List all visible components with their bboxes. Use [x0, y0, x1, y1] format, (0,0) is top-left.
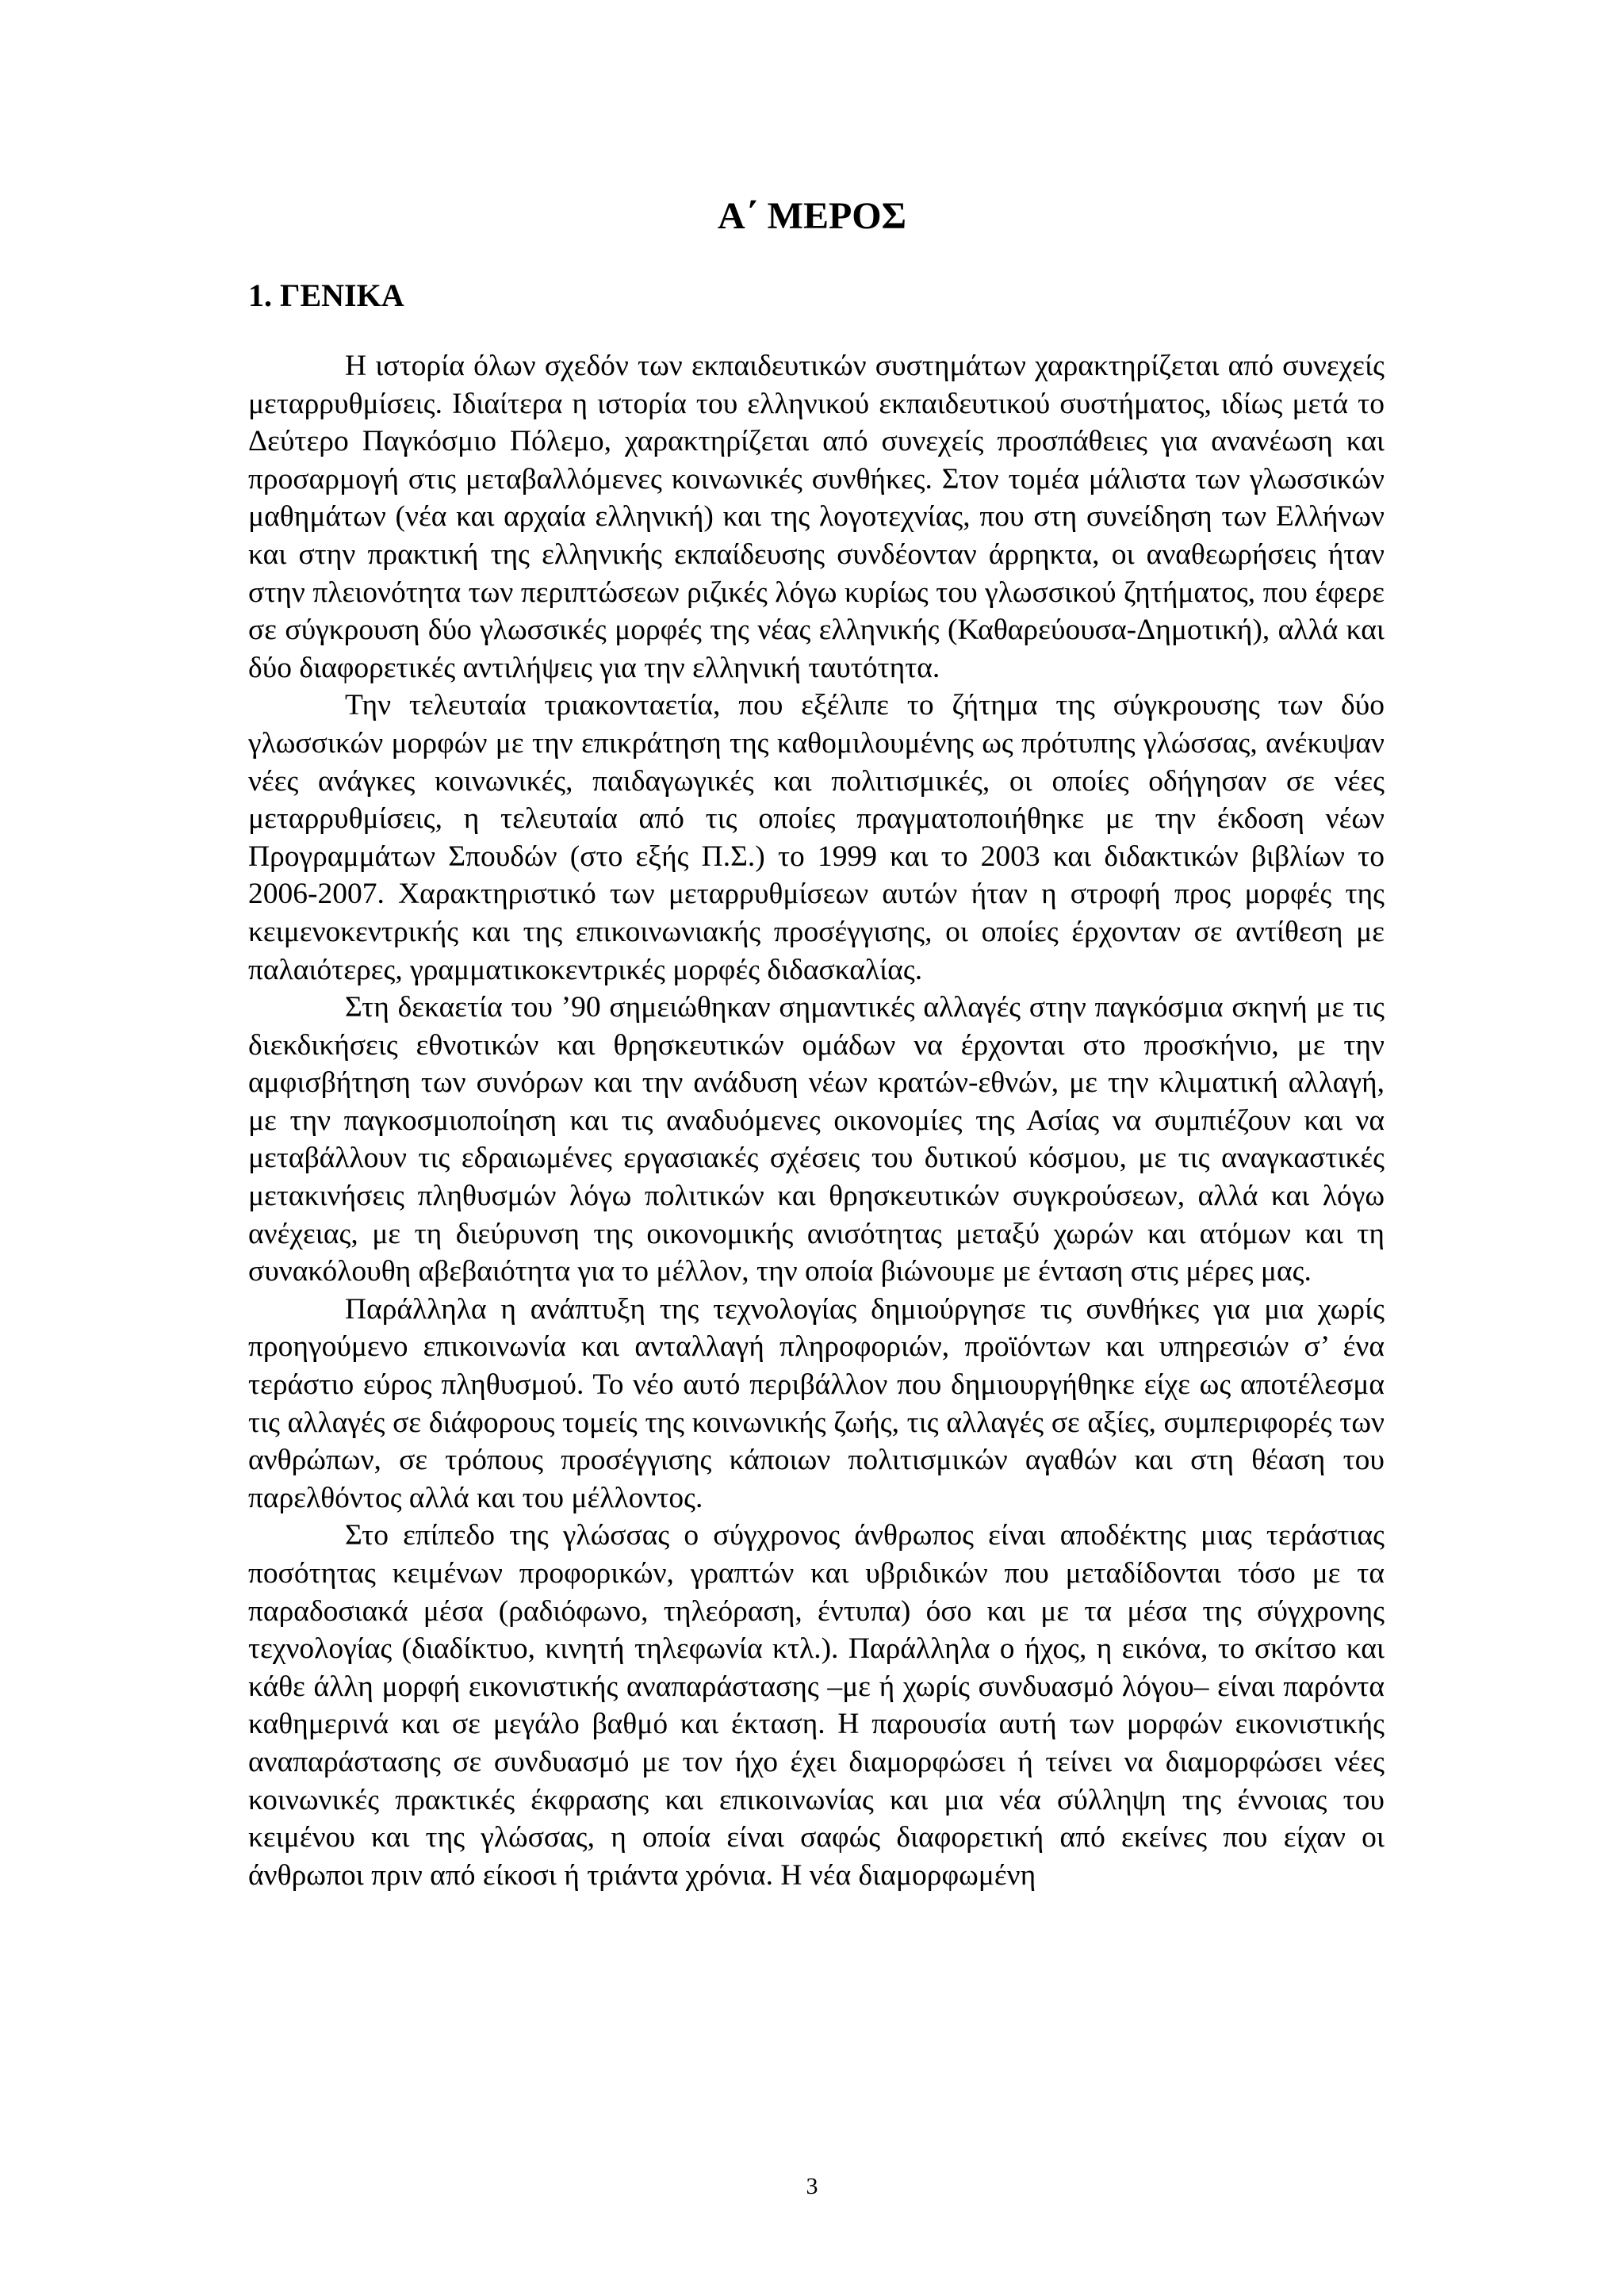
body-text — [248, 347, 1385, 1894]
paragraph-2: Την τελευταία τριακονταετία, που εξέλιπε το ζήτημα της σύγκρουσης των δύο γλωσσικών μορφών με την επικράτηση της καθομιλουμένης ως πρότυπης γλώσσας, ανέκυψαν νέες ανάγκες κοινωνικές, παιδαγωγικές και πολιτισμικές, οι οποίες οδήγησαν σε νέες μεταρρυθμίσεις, η τελευταία από τις οποίες πραγματοποιήθηκε με την έκδοση νέων Προγραμμάτων Σπουδών (στο εξής Π.Σ.) το 1999 και το 2003 και διδακτικών βιβλίων το 2006-2007. Χαρακτηριστικό των μεταρρυθμίσεων αυτών ήταν η στροφή προς μορφές της κειμενοκεντρικής και της επικοινωνιακής προσέγγισης, οι οποίες έρχονταν σε αντίθεση με παλαιότερες, γραμματικοκεντρικές μορφές διδασκαλίας. — [248, 689, 1385, 986]
paragraph-3: Στη δεκαετία του ’90 σημειώθηκαν σημαντικές αλλαγές στην παγκόσμια σκηνή με τις διεκδικήσεις εθνοτικών και θρησκευτικών ομάδων να έρχονται στο προσκήνιο, με την αμφισβήτηση των συνόρων και την ανάδυση νέων κρατών-εθνών, με την κλιματική αλλαγή, με την παγκοσμιοποίηση και τις αναδυόμενες οικονομίες της Ασίας να συμπιέζουν και να μεταβάλλουν τις εδραιωμένες εργασιακές σχέσεις του δυτικού κόσμου, με τις αναγκαστικές μετακινήσεις πληθυσμών λόγω πολιτικών και θρησκευτικών συγκρούσεων, αλλά και λόγω ανέχειας, με τη διεύρυνση της οικονομικής ανισότητας μεταξύ χωρών και ατόμων και τη συνακόλουθη αβεβαιότητα για το μέλλον, την οποία βιώνουμε με ένταση στις μέρες μας. — [248, 991, 1385, 1288]
paragraph-4: Παράλληλα η ανάπτυξη της τεχνολογίας δημιούργησε τις συνθήκες για μια χωρίς προηγούμενο επικοινωνία και ανταλλαγή πληροφοριών, προϊόντων και υπηρεσιών σ’ ένα τεράστιο εύρος πληθυσμού. Το νέο αυτό περιβάλλον που δημιουργήθηκε είχε ως αποτέλεσμα τις αλλαγές σε διάφορους τομείς της κοινωνικής ζωής, τις αλλαγές σε αξίες, συμπεριφορές των ανθρώπων, σε τρόπους προσέγγισης κάποιων πολιτισμικών αγαθών και στη θέαση του παρελθόντος αλλά και του μέλλοντος. — [248, 1292, 1385, 1514]
part-title: Α΄ ΜΕΡΟΣ — [717, 195, 906, 237]
paragraph-5: Στο επίπεδο της γλώσσας ο σύγχρονος άνθρωπος είναι αποδέκτης μιας τεράστιας ποσότητας κειμένων προφορικών, γραπτών και υβριδικών που μεταδίδονται τόσο με τα παραδοσιακά μέσα (ραδιόφωνο, τηλεόραση, έντυπα) όσο και με τα μέσα της σύγχρονης τεχνολογίας (διαδίκτυο, κινητή τηλεφωνία κτλ.). Παράλληλα ο ήχος, η εικόνα, το σκίτσο και κάθε άλλη μορφή εικονιστικής αναπαράστασης –με ή χωρίς συνδυασμό λόγου– είναι παρόντα καθημερινά και σε μεγάλο βαθμό και έκταση. Η παρουσία αυτή των μορφών εικονιστικής αναπαράστασης σε συνδυασμό με τον ήχο έχει διαμορφώσει ή τείνει να διαμορφώσει νέες κοινωνικές πρακτικές έκφρασης και επικοινωνίας και μια νέα σύλληψη της έννοιας του κειμένου και της γλώσσας, η οποία είναι σαφώς διαφορετική από εκείνες που είχαν οι άνθρωποι πριν από είκοσι ή τριάντα χρόνια. Η νέα διαμορφωμένη — [248, 1519, 1385, 1892]
page-number: 3 — [806, 2173, 818, 2199]
section-heading: 1. ΓΕΝΙΚΑ — [248, 277, 404, 313]
paragraph-1: Η ιστορία όλων σχεδόν των εκπαιδευτικών συστημάτων χαρακτηρίζεται από συνεχείς μεταρρυθμίσεις. Ιδιαίτερα η ιστορία του ελληνικού εκπαιδευτικού συστήματος, ιδίως μετά το Δεύτερο Παγκόσμιο Πόλεμο, χαρακτηρίζεται από συνεχείς προσπάθειες για ανανέωση και προσαρμογή στις μεταβαλλόμενες κοινωνικές συνθήκες. Στον τομέα μάλιστα των γλωσσικών μαθημάτων (νέα και αρχαία ελληνική) και της λογοτεχνίας, που στη συνείδηση των Ελλήνων και στην πρακτική της ελληνικής εκπαίδευσης συνδέονταν άρρηκτα, οι αναθεωρήσεις ήταν στην πλειονότητα των περιπτώσεων ριζικές λόγω κυρίως του γλωσσικού ζητήματος, που έφερε σε σύγκρουση δύο γλωσσικές μορφές της νέας ελληνικής (Καθαρεύουσα-Δημοτική), αλλά και δύο διαφορετικές αντιλήψεις για την ελληνική ταυτότητα. — [248, 350, 1385, 684]
